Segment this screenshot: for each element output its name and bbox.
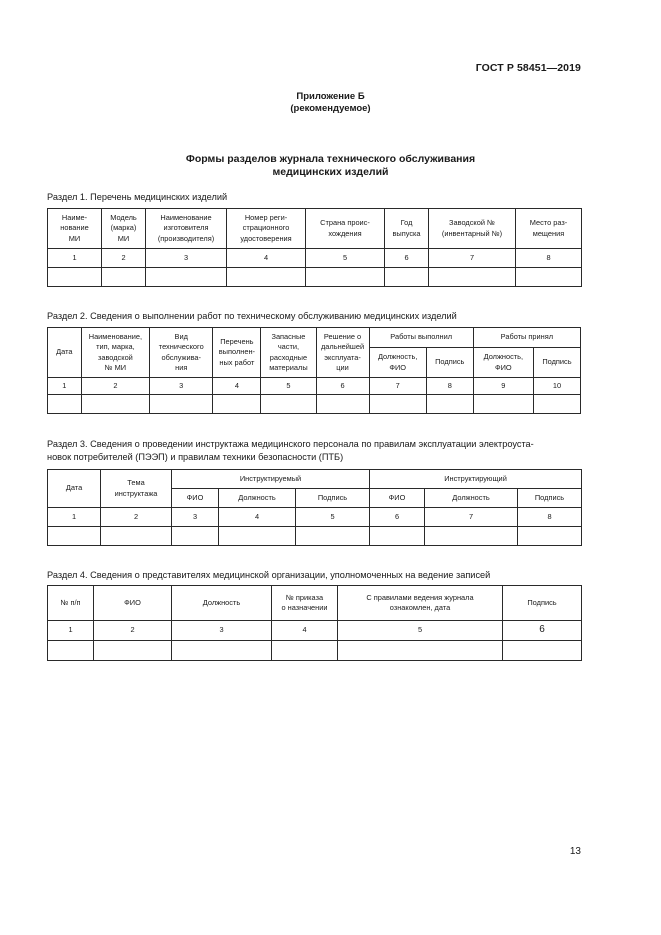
s1-empty-cell[interactable] (385, 268, 429, 287)
s1-col-country: Страна проис- хождения (306, 209, 385, 249)
forms-title (0, 153, 661, 179)
s2-num: 8 (426, 378, 473, 395)
section4-title: Раздел 4. Сведения о представителях медицинской организации, уполномоченных на ведение записей (47, 570, 491, 580)
s3-num: 4 (219, 508, 296, 527)
s2-empty-cell[interactable] (473, 395, 533, 414)
s2-col-decision: Решение о дальнейшей эксплуата- ции (316, 328, 369, 378)
standard-number: ГОСТ Р 58451—2019 (475, 62, 581, 74)
s2-empty-cell[interactable] (48, 395, 82, 414)
s4-col-position: Должность (172, 586, 272, 621)
s2-empty-cell[interactable] (81, 395, 149, 414)
section3-number-row (48, 508, 582, 527)
s1-col-manufacturer: Наименование изготовителя (производителя) (146, 209, 227, 249)
s1-col-name: Наиме- нование МИ (48, 209, 102, 249)
s4-col-number: № п/п (48, 586, 94, 621)
s3-sub-signature: Подпись (518, 489, 582, 508)
s4-col-signature: Подпись (503, 586, 582, 621)
s1-empty-cell[interactable] (48, 268, 102, 287)
s3-sub-position: Должность (219, 489, 296, 508)
s1-col-model: Модель (марка) МИ (102, 209, 146, 249)
s4-empty-cell[interactable] (48, 641, 94, 661)
s2-empty-cell[interactable] (261, 395, 316, 414)
s2-group-accepted: Работы принял (473, 328, 580, 348)
s1-empty-cell[interactable] (227, 268, 306, 287)
s4-empty-cell[interactable] (172, 641, 272, 661)
s3-sub-position: Должность (425, 489, 518, 508)
s3-sub-fio: ФИО (172, 489, 219, 508)
s2-num: 5 (261, 378, 316, 395)
section4-empty-row (48, 641, 582, 661)
s1-col-year: Год выпуска (385, 209, 429, 249)
s4-col-acknowledged: С правилами ведения журнала ознакомлен, дата (338, 586, 503, 621)
s3-sub-fio: ФИО (370, 489, 425, 508)
s2-group-done: Работы выполнил (369, 328, 473, 348)
s1-num: 5 (306, 249, 385, 268)
section1-header-row (48, 209, 582, 249)
appendix-label: Приложение Б (296, 91, 365, 102)
s1-num: 1 (48, 249, 102, 268)
s1-num: 3 (146, 249, 227, 268)
s3-empty-cell[interactable] (101, 527, 172, 546)
s2-sub-position: Должность, ФИО (369, 348, 426, 378)
s2-col-device: Наименование, тип, марка, заводской № МИ (81, 328, 149, 378)
s1-num: 8 (516, 249, 582, 268)
s3-num: 7 (425, 508, 518, 527)
section1-title: Раздел 1. Перечень медицинских изделий (47, 192, 228, 202)
s2-col-works: Перечень выполнен- ных работ (213, 328, 261, 378)
s3-empty-cell[interactable] (425, 527, 518, 546)
s4-empty-cell[interactable] (94, 641, 172, 661)
s3-empty-cell[interactable] (518, 527, 582, 546)
s4-empty-cell[interactable] (503, 641, 582, 661)
s4-col-fio: ФИО (94, 586, 172, 621)
forms-title-line1: Формы разделов журнала технического обслуживания (185, 153, 476, 165)
s2-num: 7 (369, 378, 426, 395)
s4-empty-cell[interactable] (338, 641, 503, 661)
section2-number-row (48, 378, 581, 395)
s1-empty-cell[interactable] (429, 268, 516, 287)
s3-num: 8 (518, 508, 582, 527)
s2-empty-cell[interactable] (150, 395, 213, 414)
s1-empty-cell[interactable] (306, 268, 385, 287)
s4-num: 3 (172, 621, 272, 641)
s4-num: 5 (338, 621, 503, 641)
section4-header-row (48, 586, 582, 621)
s2-empty-cell[interactable] (213, 395, 261, 414)
s2-empty-cell[interactable] (426, 395, 473, 414)
s3-col-topic: Тема инструктажа (101, 470, 172, 508)
s1-num: 4 (227, 249, 306, 268)
s1-col-location: Место раз- мещения (516, 209, 582, 249)
appendix-title (0, 91, 661, 115)
section3-header-row (48, 470, 582, 489)
s2-num: 6 (316, 378, 369, 395)
section4-table (47, 585, 582, 661)
s2-num: 3 (150, 378, 213, 395)
s3-sub-signature: Подпись (296, 489, 370, 508)
section3-empty-row (48, 527, 582, 546)
s2-col-date: Дата (48, 328, 82, 378)
s1-col-registration: Номер реги- страционного удостоверения (227, 209, 306, 249)
s2-col-parts: Запасные части, расходные материалы (261, 328, 316, 378)
s1-empty-cell[interactable] (146, 268, 227, 287)
s3-num: 5 (296, 508, 370, 527)
s3-group-instructed: Инструктируемый (172, 470, 370, 489)
s2-empty-cell[interactable] (369, 395, 426, 414)
s3-num: 3 (172, 508, 219, 527)
page-number: 13 (569, 846, 581, 857)
section3-table (47, 469, 582, 546)
s3-num: 2 (101, 508, 172, 527)
section2-title: Раздел 2. Сведения о выполнении работ по техническому обслуживанию медицинских изделий (47, 311, 457, 321)
s3-num: 1 (48, 508, 101, 527)
section4-number-row (48, 621, 582, 641)
s2-num: 2 (81, 378, 149, 395)
appendix-status: (рекомендуемое) (290, 103, 371, 114)
s3-empty-cell[interactable] (370, 527, 425, 546)
section2-empty-row (48, 395, 581, 414)
section1-table (47, 208, 582, 287)
section2-table (47, 327, 581, 414)
s3-empty-cell[interactable] (296, 527, 370, 546)
s2-empty-cell[interactable] (533, 395, 580, 414)
s4-empty-cell[interactable] (272, 641, 338, 661)
section1-empty-row (48, 268, 582, 287)
s2-empty-cell[interactable] (316, 395, 369, 414)
s1-col-serial: Заводской № (инвентарный №) (429, 209, 516, 249)
s1-empty-cell[interactable] (102, 268, 146, 287)
s4-col-order: № приказа о назначении (272, 586, 338, 621)
s3-col-date: Дата (48, 470, 101, 508)
s4-num: 2 (94, 621, 172, 641)
s2-num: 10 (533, 378, 580, 395)
s2-col-service-type: Вид технического обслужива- ния (150, 328, 213, 378)
section3-title: Раздел 3. Сведения о проведении инструктажа медицинского персонала по правилам эксплуатации электроуста- новок потребителей (ПЭЭП) и правилам техники безопасности (ПТБ) (47, 439, 534, 462)
s4-num: 4 (272, 621, 338, 641)
forms-title-line2: медицинских изделий (272, 166, 389, 178)
s4-num: 1 (48, 621, 94, 641)
s2-num: 1 (48, 378, 82, 395)
s1-num: 2 (102, 249, 146, 268)
s3-num: 6 (370, 508, 425, 527)
s2-sub-signature: Подпись (533, 348, 580, 378)
s3-empty-cell[interactable] (219, 527, 296, 546)
s2-sub-signature: Подпись (426, 348, 473, 378)
section2-header-row (48, 328, 581, 348)
s3-empty-cell[interactable] (172, 527, 219, 546)
s4-num: 6 (503, 621, 582, 641)
s2-num: 4 (213, 378, 261, 395)
s1-empty-cell[interactable] (516, 268, 582, 287)
s3-empty-cell[interactable] (48, 527, 101, 546)
s3-group-instructor: Инструктирующий (370, 470, 582, 489)
s2-sub-position: Должность, ФИО (473, 348, 533, 378)
s1-num: 6 (385, 249, 429, 268)
s1-num: 7 (429, 249, 516, 268)
section1-number-row (48, 249, 582, 268)
s2-num: 9 (473, 378, 533, 395)
